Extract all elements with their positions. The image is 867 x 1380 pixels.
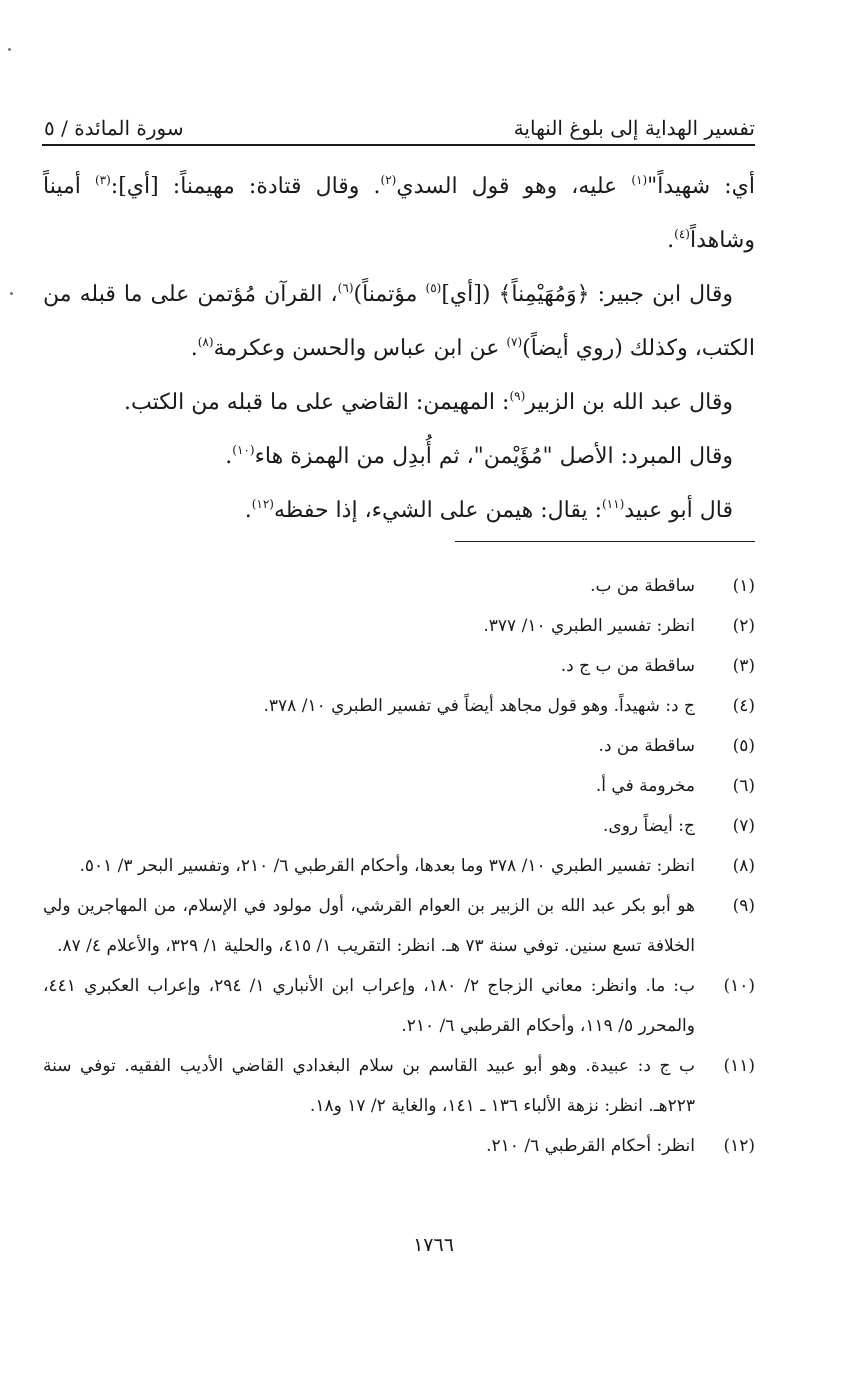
footnote-text: انظر: أحكام القرطبي ٦/ ٢١٠.: [486, 1136, 695, 1156]
paragraph-4: وقال المبرد: الأصل "مُؤَيْمن"، ثم أُبدِل من الهمزة هاء$^{(١٠)}$.: [225, 443, 733, 469]
footnote-ref[interactable]: (٢): [380, 173, 397, 187]
footnote-text: ج د: شهيداً. وهو قول مجاهد أيضاً في تفسير الطبري ١٠/ ٣٧٨.: [263, 696, 695, 716]
paragraph-2: وقال ابن جبير: ﴿وَمُهَيْمِناً﴾ ([أي]$^{(٥)}$ مؤتمناً)$^{(٦)}$، القرآن مُؤتمن على ما قبله من الكتب، وكذلك (روي أيضاً)$^{(٧)}$ عن ابن عباس والحسن وعكرمة$^{(٨)}$.: [43, 281, 755, 361]
page-number: ١٧٦٦: [413, 1234, 454, 1256]
footnote-number: (٢): [732, 616, 755, 636]
footnote-text: ساقطة من ب ج د.: [560, 656, 695, 676]
header-rule: [42, 144, 755, 146]
paragraph-3: وقال عبد الله بن الزبير$^{(٩)}$: المهيمن: القاضي على ما قبله من الكتب.: [124, 389, 733, 415]
footnote-ref[interactable]: (١٢): [251, 497, 274, 511]
footnote: [43, 686, 755, 726]
footnote-text: انظر: تفسير الطبري ١٠/ ٣٧٧.: [483, 616, 695, 636]
footnote-ref[interactable]: (١): [631, 173, 648, 187]
footnote: [43, 1046, 755, 1126]
paragraph-5: قال أبو عبيد$^{(١١)}$: يقال: هيمن على الشيء، إذا حفظه$^{(١٢)}$.: [244, 497, 733, 523]
footnote-ref[interactable]: (٤): [674, 227, 690, 241]
footnote-text: هو أبو بكر عبد الله بن الزبير بن العوام القرشي، أول مولود في الإسلام، من المهاجرين ولي الخلافة تسع سنين. توفي سنة ٧٣ هـ. انظر: التقريب ١/ ٤١٥، والحلية ١/ ٣٢٩، والأعلام ٤/ ٨٧.: [43, 896, 695, 956]
footnote-text: مخرومة في أ.: [595, 776, 695, 796]
footnote-number: (١٠): [723, 976, 755, 996]
footnote-text: ساقطة من د.: [598, 736, 695, 756]
footnote-number: (٤): [732, 696, 755, 716]
footnote-ref[interactable]: (١٠): [232, 443, 255, 457]
footnote-number: (١١): [723, 1056, 755, 1076]
paragraph-1: أي: شهيداً"$^{(١)}$ عليه، وهو قول السدي$^{(٢)}$. وقال قتادة: مهيمناً: [أي]:$^{(٣)}$ أميناً وشاهداً$^{(٤)}$.: [43, 173, 755, 253]
main-text: [43, 160, 755, 538]
footnote-number: (١): [732, 576, 755, 596]
footnote-ref[interactable]: (٥): [425, 281, 442, 295]
footnote-ref[interactable]: (٧): [506, 335, 523, 349]
footnote-ref[interactable]: (٦): [337, 281, 354, 295]
footnote: [43, 886, 755, 966]
scan-speck: [10, 292, 13, 295]
footnote-number: (٧): [732, 816, 755, 836]
surah-reference: سورة المائدة / ٥: [44, 116, 184, 140]
book-title: تفسير الهداية إلى بلوغ النهاية: [513, 116, 755, 140]
footnote-text: ج: أيضاً روى.: [602, 816, 695, 836]
footnote-number: (٥): [732, 736, 755, 756]
scan-speck: [8, 48, 11, 51]
footnotes: [43, 566, 755, 1166]
footnote: [43, 766, 755, 806]
footnote-ref[interactable]: (٨): [197, 335, 214, 349]
footnote-text: ب ج د: عبيدة. وهو أبو عبيد القاسم بن سلام البغدادي القاضي الأديب الفقيه. توفي سنة ٢٢٣هـ. انظر: نزهة الألباء ١٣٦ ـ ١٤١، والغاية ٢/ ١٧ و١٨.: [43, 1056, 695, 1116]
footnote: [43, 846, 755, 886]
footnote: [43, 1126, 755, 1166]
running-header: [44, 100, 755, 140]
footnote: [43, 966, 755, 1046]
footnote-ref[interactable]: (٣): [94, 173, 111, 187]
footnote-number: (٩): [732, 896, 755, 916]
footnote-text: ب: ما. وانظر: معاني الزجاج ٢/ ١٨٠، وإعراب ابن الأنباري ١/ ٢٩٤، وإعراب العكبري ٤٤١، والمحرر ٥/ ١١٩، وأحكام القرطبي ٦/ ٢١٠.: [43, 976, 696, 1036]
footnote-text: ساقطة من ب.: [590, 576, 695, 596]
footnote: [43, 806, 755, 846]
footnote: [43, 726, 755, 766]
footnote-number: (١٢): [723, 1136, 755, 1156]
footnote-text: انظر: تفسير الطبري ١٠/ ٣٧٨ وما بعدها، وأحكام القرطبي ٦/ ٢١٠، وتفسير البحر ٣/ ٥٠١.: [79, 856, 695, 876]
footnote: [43, 646, 755, 686]
footnote-separator: [455, 541, 755, 542]
footnote-number: (٦): [732, 776, 755, 796]
footnote-number: (٣): [732, 656, 755, 676]
footnote: [43, 566, 755, 606]
footnote-ref[interactable]: (١١): [601, 497, 625, 511]
footnote-number: (٨): [732, 856, 755, 876]
footnote-ref[interactable]: (٩): [509, 389, 526, 403]
footnote: [43, 606, 755, 646]
